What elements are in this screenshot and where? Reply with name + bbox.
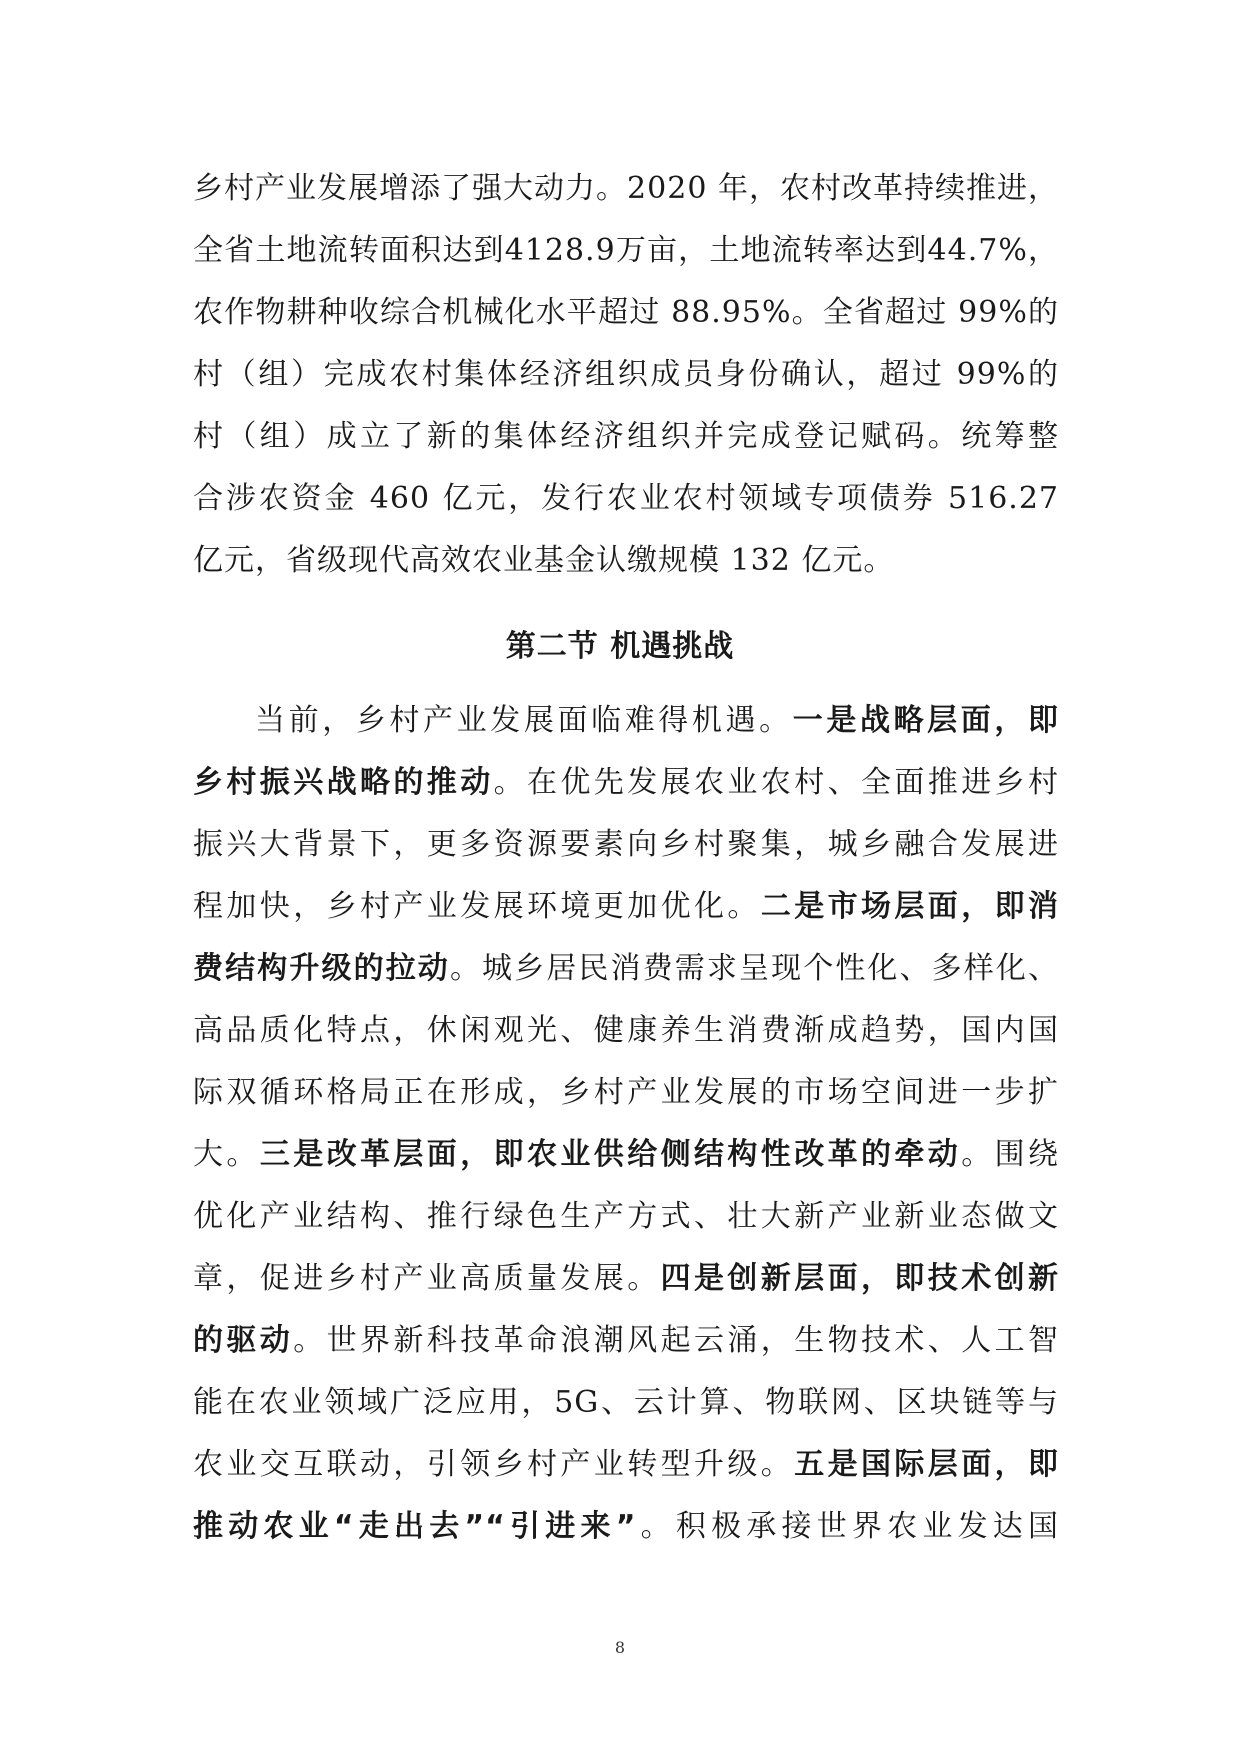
paragraph-line: 全省土地流转面积达到4128.9万亩，土地流转率达到44.7%，	[193, 233, 1059, 268]
bold-text-span: 五是国际层面，即	[794, 1447, 1060, 1482]
bold-text-span: 一是战略层面，即	[792, 703, 1060, 738]
text-span: 农业交互联动，引领乡村产业转型升级。	[193, 1447, 795, 1482]
bold-text-span: 二是市场层面，即消	[760, 889, 1060, 924]
paragraph-line: 村（组）成立了新的集体经济组织并完成登记赋码。统筹整	[193, 419, 1059, 454]
paragraph-line: 际双循环格局正在形成，乡村产业发展的市场空间进一步扩	[193, 1075, 1059, 1110]
text-span: 。在优先发展农业农村、全面推进乡村	[493, 765, 1060, 800]
text-span: 。围绕	[961, 1137, 1060, 1172]
text-span: 。城乡居民消费需求呈现个性化、多样化、	[449, 951, 1060, 986]
paragraph-line	[193, 1440, 1059, 1490]
text-span: 。积极承接世界农业发达国	[636, 1509, 1059, 1544]
paragraph-line	[193, 1130, 1059, 1180]
bold-text-span: 费结构升级的拉动	[193, 951, 450, 986]
paragraph-line: 优化产业结构、推行绿色生产方式、壮大新产业新业态做文	[193, 1199, 1059, 1234]
paragraph-line	[193, 944, 1059, 994]
text-span: 章，促进乡村产业高质量发展。	[193, 1261, 661, 1296]
section-heading: 第二节 机遇挑战	[505, 629, 735, 664]
paragraph-line: 村（组）完成农村集体经济组织成员身份确认，超过 99%的	[193, 357, 1059, 392]
paragraph-line	[255, 696, 1059, 746]
paragraph-line: 合涉农资金 460 亿元，发行农业农村领域专项债券 516.27	[193, 481, 1059, 516]
text-span: 当前，乡村产业发展面临难得机遇。	[255, 703, 793, 738]
paragraph-line: 振兴大背景下，更多资源要素向乡村聚集，城乡融合发展进	[193, 827, 1059, 862]
paragraph-line: 亿元，省级现代高效农业基金认缴规模 132 亿元。	[193, 543, 895, 578]
paragraph-line	[193, 1502, 1059, 1552]
paragraph-line: 能在农业领域广泛应用，5G、云计算、物联网、区块链等与	[193, 1385, 1059, 1420]
paragraph-line: 农作物耕种收综合机械化水平超过 88.95%。全省超过 99%的	[193, 295, 1059, 330]
paragraph-line	[193, 1254, 1059, 1304]
bold-text-span: 的驱动	[193, 1323, 294, 1358]
bold-text-span: 乡村振兴战略的推动	[193, 765, 494, 800]
paragraph-line: 乡村产业发展增添了强大动力。2020 年，农村改革持续推进，	[193, 171, 1059, 206]
paragraph-line	[193, 1316, 1059, 1366]
bold-text-span: 三是改革层面，即农业供给侧结构性改革的牵动	[259, 1137, 962, 1172]
paragraph-line: 高品质化特点，休闲观光、健康养生消费渐成趋势，国内国	[193, 1013, 1059, 1048]
text-span: 大。	[193, 1137, 260, 1172]
text-span: 程加快，乡村产业发展环境更加优化。	[193, 889, 761, 924]
text-span: 。世界新科技革命浪潮风起云涌，生物技术、人工智	[293, 1323, 1060, 1358]
bold-text-span: 四是创新层面，即技术创新	[660, 1261, 1060, 1296]
bold-text-span: 推动农业“走出去”“引进来”	[193, 1509, 637, 1544]
page-number: 8	[614, 1638, 626, 1657]
paragraph-line	[193, 882, 1059, 932]
paragraph-line	[193, 758, 1059, 808]
